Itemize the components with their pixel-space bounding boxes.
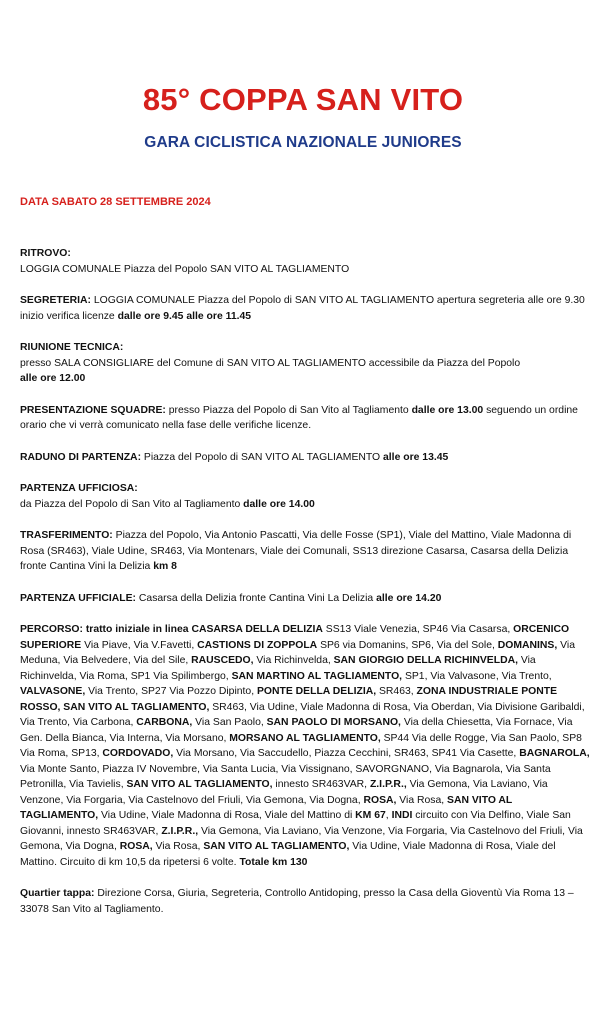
partenza-ufficiosa-hours: dalle ore 14.00 bbox=[243, 498, 315, 510]
percorso-route-text: Via Richinvelda, bbox=[253, 655, 334, 666]
percorso-place-bold: DOMANINS, bbox=[497, 639, 558, 651]
section-trasferimento bbox=[20, 528, 590, 575]
partenza-ufficiale-hours: alle ore 14.20 bbox=[376, 592, 442, 604]
section-ritrovo bbox=[20, 246, 590, 277]
trasferimento-text: Piazza del Popolo, Via Antonio Pascatti, Via delle Fosse (SP1), Viale del Mattino, Viale Madonna di Rosa (SR463), Viale Udine, SR463, Via Montenars, Viale dei Comunali, SS13 direzione Casarsa, Casarsa della Delizia fronte Cantina Vini la Delizia bbox=[20, 530, 572, 572]
event-title: 85° COPPA SAN VITO bbox=[142, 82, 464, 117]
percorso-route-text: SP44 Via delle Rogge, Via San Paolo, SP8 Via Roma, SP13, bbox=[20, 732, 582, 759]
section-presentazione-squadre bbox=[20, 403, 590, 434]
percorso-route-text: Via Monte Santo, Piazza IV Novembre, Via Santa Lucia, Via Vissignano, SAVORGNANO, Via Bagnarola, Via Santa Petronilla, Via Tavielis, bbox=[20, 763, 551, 790]
percorso-route-text: SR463, Via Udine, Viale Madonna di Rosa, Via Oberdan, Via Divisione Garibaldi, Via Trento, Via Carbona, bbox=[20, 701, 585, 728]
percorso-place-bold: BAGNAROLA, bbox=[519, 748, 590, 759]
section-quartier-tappa bbox=[20, 886, 590, 917]
ritrovo-label: RITROVO: bbox=[20, 248, 71, 259]
percorso-route-text: Via Udine, Viale Madonna di Rosa, Viale del Mattino. Circuito di km 10,5 da ripetersi 6 volte. bbox=[20, 841, 556, 868]
riunione-hours: alle ore 12.00 bbox=[20, 373, 86, 384]
percorso-place-bold: PONTE DELLA DELIZIA, bbox=[256, 686, 377, 697]
percorso-place-bold: MORSANO AL TAGLIAMENTO, bbox=[229, 732, 381, 744]
section-raduno-partenza bbox=[20, 450, 590, 466]
raduno-text: Piazza del Popolo di SAN VITO AL TAGLIAMENTO bbox=[141, 451, 384, 463]
percorso-place-bold: Totale km 130 bbox=[239, 856, 308, 868]
trasferimento-distance: km 8 bbox=[153, 561, 177, 572]
percorso-place-bold: SAN VITO AL TAGLIAMENTO, bbox=[126, 779, 273, 790]
raduno-hours: alle ore 13.45 bbox=[383, 451, 449, 463]
percorso-route-text: SS13 Viale Venezia, SP46 Via Casarsa, bbox=[322, 624, 514, 635]
percorso-place-bold: INDI bbox=[391, 810, 413, 821]
percorso-route-text: Via Rosa, bbox=[152, 841, 204, 852]
percorso-route-text: Via Gemona, Via Laviano, Via Venzone, Via Forgaria, Via Castelnovo del Friuli, Via Gemona, Via Dogna, bbox=[20, 825, 583, 852]
percorso-route-text: circuito con Via Delfino, Viale San Giovanni, innesto SR463VAR, bbox=[20, 810, 571, 837]
percorso-place-bold: RAUSCEDO, bbox=[191, 655, 254, 666]
percorso-route-text: Via Rosa, bbox=[396, 794, 448, 806]
trasferimento-label: TRASFERIMENTO: bbox=[20, 530, 113, 541]
presentazione-hours: dalle ore 13.00 bbox=[411, 404, 484, 416]
percorso-place-bold: CORDOVADO, bbox=[102, 748, 174, 759]
percorso-place-bold: KM 67 bbox=[355, 810, 386, 821]
raduno-label: RADUNO DI PARTENZA: bbox=[20, 451, 142, 463]
percorso-place-bold: SAN VITO AL TAGLIAMENTO, bbox=[20, 794, 513, 821]
quartier-text: Direzione Corsa, Giuria, Segreteria, Controllo Antidoping, presso la Casa della Gioventù Via Roma 13 – 33078 San Vito al Tagliamento. bbox=[20, 888, 574, 915]
percorso-place-bold: VALVASONE, bbox=[20, 686, 86, 697]
schedule-content bbox=[20, 246, 590, 933]
segreteria-text: LOGGIA COMUNALE Piazza del Popolo di SAN VITO AL TAGLIAMENTO apertura segreteria alle ore 9.30 inizio verifica licenze bbox=[20, 295, 585, 322]
partenza-ufficiale-text: Casarsa della Delizia fronte Cantina Vini La Delizia bbox=[136, 592, 377, 604]
section-riunione-tecnica bbox=[20, 340, 590, 387]
percorso-route-text: Via Meduna, Via Belvedere, Via del Sile, bbox=[20, 639, 575, 666]
partenza-ufficiosa-label: PARTENZA UFFICIOSA: bbox=[20, 483, 138, 494]
partenza-ufficiosa-text: da Piazza del Popolo di San Vito al Tagliamento bbox=[20, 498, 244, 510]
riunione-text: presso SALA CONSIGLIARE del Comune di SAN VITO AL TAGLIAMENTO accessibile da Piazza del Popolo bbox=[20, 357, 521, 369]
ritrovo-text: LOGGIA COMUNALE Piazza del Popolo SAN VITO AL TAGLIAMENTO bbox=[20, 263, 350, 275]
percorso-place-bold: SAN MARTINO AL TAGLIAMENTO, bbox=[231, 670, 403, 682]
quartier-label: Quartier tappa: bbox=[20, 888, 95, 899]
riunione-label: RIUNIONE TECNICA: bbox=[20, 342, 124, 353]
percorso-place-bold: ROSA, bbox=[119, 841, 153, 852]
percorso-place-bold: CARBONA, bbox=[136, 717, 193, 728]
percorso-route-text: Via Morsano, Via Saccudello, Piazza Cecchini, SR463, SP41 Via Casette, bbox=[173, 748, 520, 759]
presentazione-text-2: seguendo un ordine orario che vi verrà comunicato nella fase delle verifiche licenze. bbox=[20, 404, 578, 431]
percorso-route-text: SP1, Via Valvasone, Via Trento, bbox=[402, 670, 552, 682]
percorso-route-text: Via Udine, Viale Madonna di Rosa, Viale del Mattino di bbox=[98, 810, 356, 821]
percorso-route-text: Via San Paolo, bbox=[192, 717, 267, 728]
percorso-route-text: innesto SR463VAR, bbox=[272, 779, 370, 790]
percorso-place-bold: SAN GIORGIO DELLA RICHINVELDA, bbox=[333, 655, 518, 666]
percorso-place-bold: SAN PAOLO DI MORSANO, bbox=[266, 717, 401, 728]
presentazione-text-1: presso Piazza del Popolo di San Vito al Tagliamento bbox=[165, 404, 412, 416]
percorso-place-bold: ZONA INDUSTRIALE PONTE ROSSO, SAN VITO AL TAGLIAMENTO, bbox=[20, 686, 557, 713]
percorso-place-bold: ROSA, bbox=[363, 794, 397, 806]
segreteria-hours: dalle ore 9.45 alle ore 11.45 bbox=[117, 310, 252, 322]
percorso-place-bold: Z.I.P.R., bbox=[369, 779, 407, 790]
percorso-route-text: Via Gemona, Via Laviano, Via Venzone, Via Forgaria, Via Castelnovo del Friuli, Via Gemona, Via Dogna, bbox=[20, 779, 548, 806]
section-partenza-ufficiosa bbox=[20, 481, 590, 512]
event-subtitle: GARA CICLISTICA NAZIONALE JUNIORES bbox=[144, 134, 462, 151]
percorso-route-text: Via della Chiesetta, Via Fornace, Via Gen. Della Bianca, Via Interna, Via Morsano, bbox=[20, 717, 573, 744]
section-partenza-ufficiale bbox=[20, 591, 590, 607]
percorso-place-bold: ORCENICO SUPERIORE bbox=[20, 624, 570, 651]
percorso-place-bold: CASTIONS DI ZOPPOLA bbox=[197, 639, 318, 651]
segreteria-label: SEGRETERIA: bbox=[20, 295, 92, 306]
percorso-route-text: SP6 via Domanins, SP6, Via del Sole, bbox=[317, 639, 498, 651]
section-percorso bbox=[20, 622, 590, 870]
presentazione-label: PRESENTAZIONE SQUADRE: bbox=[20, 404, 166, 416]
percorso-place-bold: SAN VITO AL TAGLIAMENTO, bbox=[203, 841, 350, 852]
percorso-route-text: Via Richinvelda, Via Roma, SP1 Via Spilimbergo, bbox=[20, 655, 536, 682]
section-segreteria bbox=[20, 293, 590, 324]
percorso-route-text: SR463, bbox=[376, 686, 417, 697]
percorso-place-bold: Z.I.P.R., bbox=[161, 825, 199, 837]
percorso-route-text: , bbox=[385, 810, 392, 821]
percorso-place-bold: PERCORSO: tratto iniziale in linea CASARSA DELLA DELIZIA bbox=[20, 624, 323, 635]
partenza-ufficiale-label: PARTENZA UFFICIALE: bbox=[20, 592, 137, 604]
percorso-route-text: Via Piave, Via V.Favetti, bbox=[81, 639, 198, 651]
event-date: DATA SABATO 28 SETTEMBRE 2024 bbox=[20, 196, 211, 208]
percorso-route-text: Via Trento, SP27 Via Pozzo Dipinto, bbox=[85, 686, 257, 697]
